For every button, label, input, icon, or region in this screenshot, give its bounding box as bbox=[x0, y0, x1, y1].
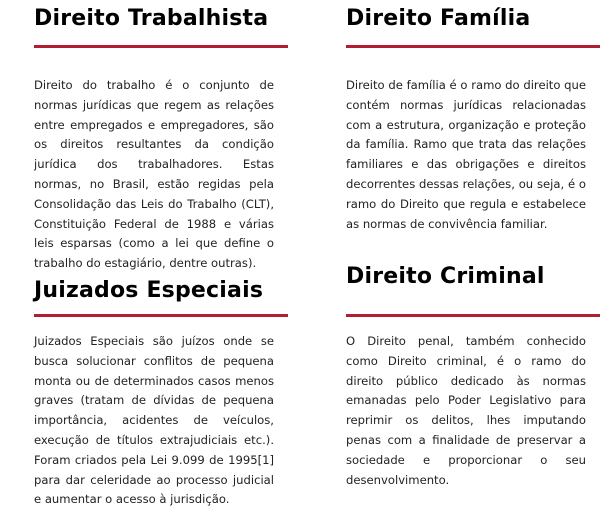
section-body: Juizados Especiais são juízos onde se busca solucionar conflitos de pequena monta ou de determinados casos menos graves (tratam de dívidas de pequena importância, acidentes de veículos, execução de títulos extrajudiciais etc.). Foram criados pela Lei 9.099 de 1995[1] para dar celeridade ao processo judicial e aumentar o acesso à jurisdição. bbox=[34, 334, 274, 507]
section-divider bbox=[346, 45, 600, 48]
section-title: Juizados Especiais bbox=[34, 278, 264, 303]
section-title: Direito Criminal bbox=[346, 264, 545, 289]
section-body: Direito de família é o ramo do direito que contém normas jurídicas relacionadas com a estrutura, organização e proteção da família. Ramo que trata das relações familiares e das obrigações e direitos decorrentes dessas relações, ou seja, é o ramo do Direito que regula e estabelece as normas de convivência familiar. bbox=[346, 78, 586, 231]
section-divider bbox=[34, 45, 288, 48]
section-title: Direito Família bbox=[346, 6, 531, 31]
section-juizados-especiais bbox=[34, 276, 288, 507]
section-direito-trabalhista bbox=[34, 4, 288, 271]
section-divider bbox=[346, 314, 600, 317]
section-divider bbox=[34, 314, 288, 317]
section-body: Direito do trabalho é o conjunto de normas jurídicas que regem as relações entre empregados e empregadores, são os direitos resultantes da condição jurídica dos trabalhadores. Estas normas, no Brasil, estão regidas pela Consolidação das Leis do Trabalho (CLT), Constituição Federal de 1988 e várias leis esparsas (como a lei que define o trabalho do estagiário, dentre outras). bbox=[34, 78, 274, 271]
section-body: O Direito penal, também conhecido como Direito criminal, é o ramo do direito público dedicado às normas emanadas pelo Poder Legislativo para reprimir os delitos, lhes imputando penas com a finalidade de preservar a sociedade e proporcionar o seu desenvolvimento. bbox=[346, 334, 586, 487]
section-title: Direito Trabalhista bbox=[34, 6, 269, 31]
section-direito-familia bbox=[346, 4, 600, 231]
section-direito-criminal bbox=[346, 262, 600, 487]
